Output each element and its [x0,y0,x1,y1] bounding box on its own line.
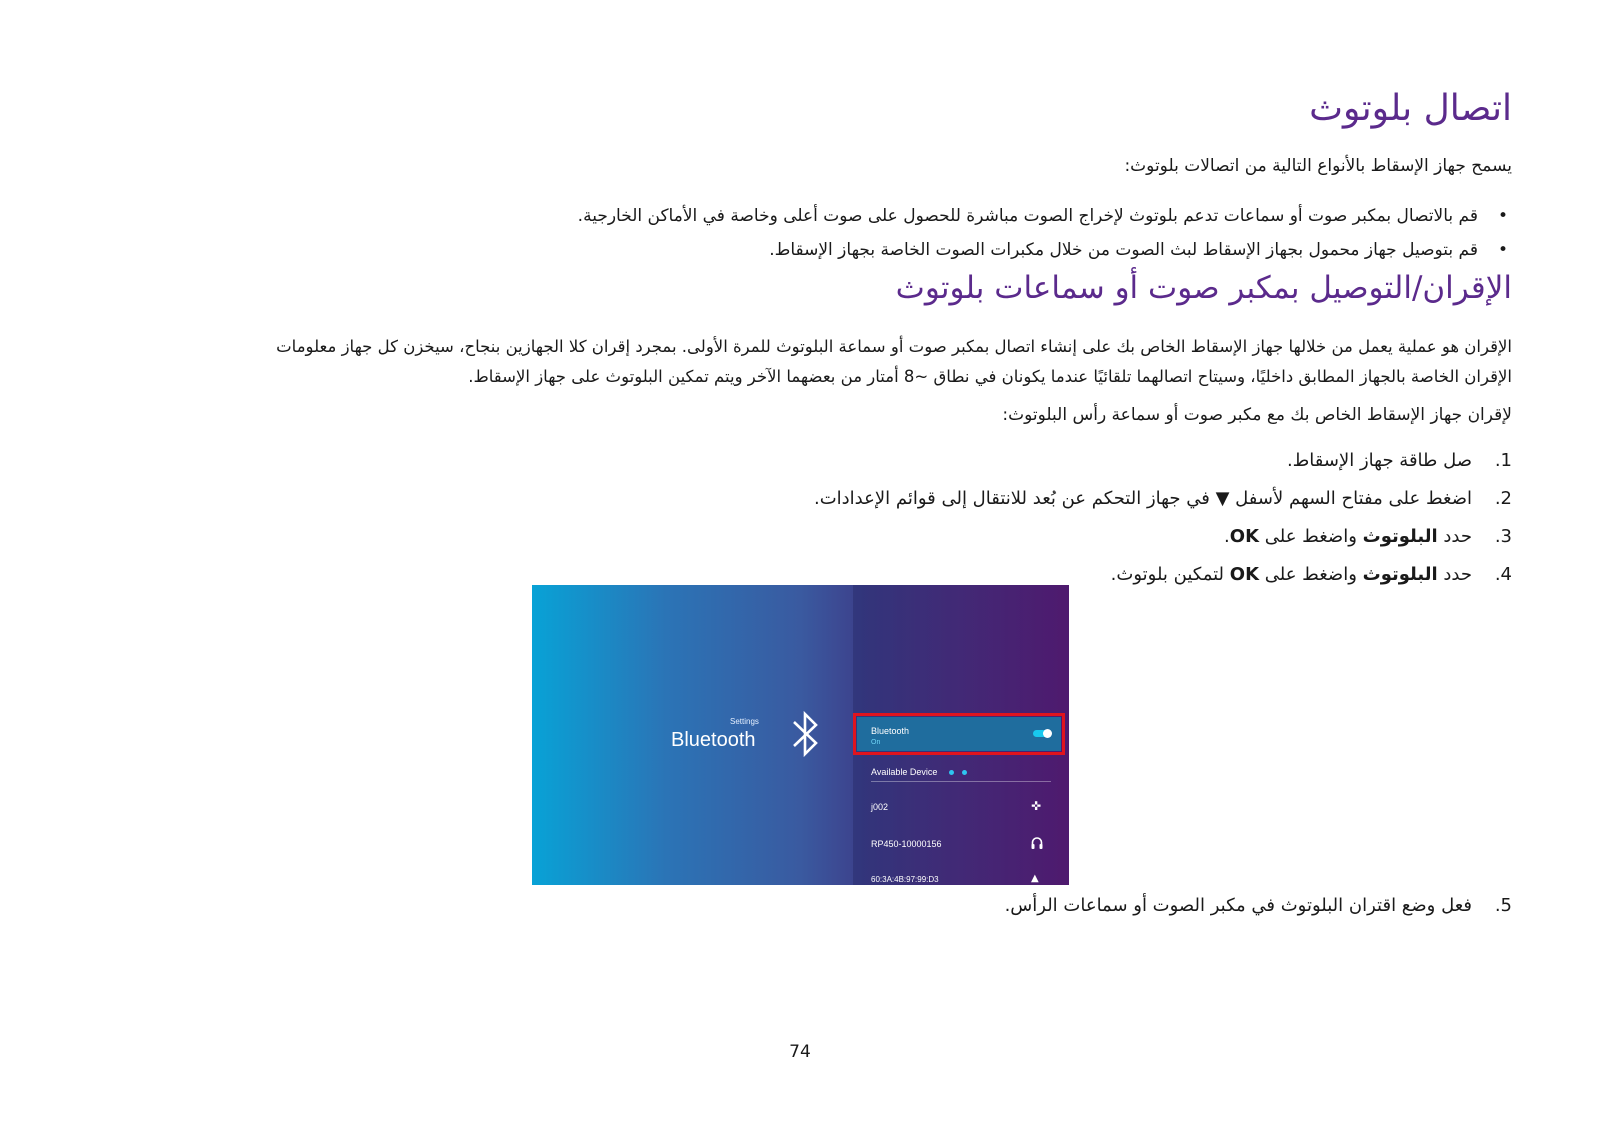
paragraph-line: الإقران هو عملية يعمل من خلالها جهاز الإسقاط الخاص بك على إنشاء اتصال بمكبر صوت أو سماعة البلوتوث للمرة الأولى. بمجرد إقران كلا الجهازين بنجاح، سيخزن كل جهاز معلومات [276,337,1512,356]
device-icon: ▲ [1031,873,1039,884]
bluetooth-page-label: Bluetooth [671,729,756,751]
step-item [112,524,1512,562]
step-text-part: واضغط على [1259,526,1363,547]
step-number: 3. [1494,526,1512,547]
bluetooth-icon [790,709,822,759]
bluetooth-toggle-label: Bluetooth [871,726,910,736]
step-number: 5. [1494,895,1512,916]
paragraph-line: الإقران الخاصة بالجهاز المطابق داخليًا، وسيتاح اتصالهما تلقائيًا عندما يكونان في نطاق ~8 أمتار من بعضهما الآخر ويتم تمكين البلوتوث على جهاز الإسقاط. [468,367,1512,386]
step-number: 1. [1494,450,1512,471]
gamepad-icon: ✜ [1031,799,1042,813]
available-device-label: Available Device [871,767,938,777]
toggle-knob [1043,729,1052,738]
step-text: اضغط على مفتاح السهم لأسفل ▼ في جهاز التحكم عن بُعد للانتقال إلى قوائم الإعدادات. [814,488,1472,509]
steps-list-continued [112,893,1512,931]
device-name[interactable]: j002 [871,802,889,812]
intro-text: يسمح جهاز الإسقاط بالأنواع التالية من اتصالات بلوتوث: [1124,156,1512,176]
step-text-part: واضغط على [1259,564,1363,585]
section-title: الإقران/التوصيل بمكبر صوت أو سماعات بلوتوث [895,270,1512,306]
page-title: اتصال بلوتوث [1309,88,1512,129]
step-text [1111,562,1472,600]
headphones-icon [1031,836,1043,850]
step-item [112,448,1512,486]
settings-label: Settings [730,717,759,726]
list-item: • قم بالاتصال بمكبر صوت أو سماعات تدعم بلوتوث لإخراج الصوت مباشرة للحصول على صوت أعلى وخاصة في الأماكن الخارجية. [112,204,1512,238]
device-name[interactable]: 60:3A:4B:97:99:D3 [871,875,939,884]
menu-term: البلوتوث [1362,564,1438,585]
pairing-intro: لإقران جهاز الإسقاط الخاص بك مع مكبر صوت أو سماعة رأس البلوتوث: [1002,405,1512,425]
steps-list [112,448,1512,600]
bluetooth-settings-screenshot [532,585,1069,885]
step-text: صل طاقة جهاز الإسقاط. [1286,450,1472,471]
device-name[interactable]: RP450-10000156 [871,839,942,849]
step-text-part: حدد [1437,526,1472,547]
key-term: OK [1229,526,1260,547]
step-text-part: . [1224,526,1230,547]
pairing-paragraph [92,332,1512,392]
step-item [112,486,1512,524]
step-number: 2. [1494,488,1512,509]
page-number: 74 [789,1042,811,1062]
step-text: فعل وضع اقتران البلوتوث في مكبر الصوت أو سماعات الرأس. [1004,895,1472,916]
loading-dot [962,770,967,775]
loading-dot [949,770,954,775]
step-item [112,893,1512,931]
list-item: • قم بتوصيل جهاز محمول بجهاز الإسقاط لبث الصوت من خلال مكبرات الصوت الخاصة بجهاز الإسقاط. [112,238,1512,272]
bluetooth-state-label: On [871,739,881,746]
step-number: 4. [1494,564,1512,585]
step-text [1224,524,1472,562]
connection-types-list [112,204,1512,272]
step-text-part: حدد [1437,564,1472,585]
menu-term: البلوتوث [1362,526,1438,547]
key-term: OK [1229,564,1260,585]
step-text-part: لتمكين بلوتوث. [1110,564,1230,585]
divider [871,781,1051,782]
